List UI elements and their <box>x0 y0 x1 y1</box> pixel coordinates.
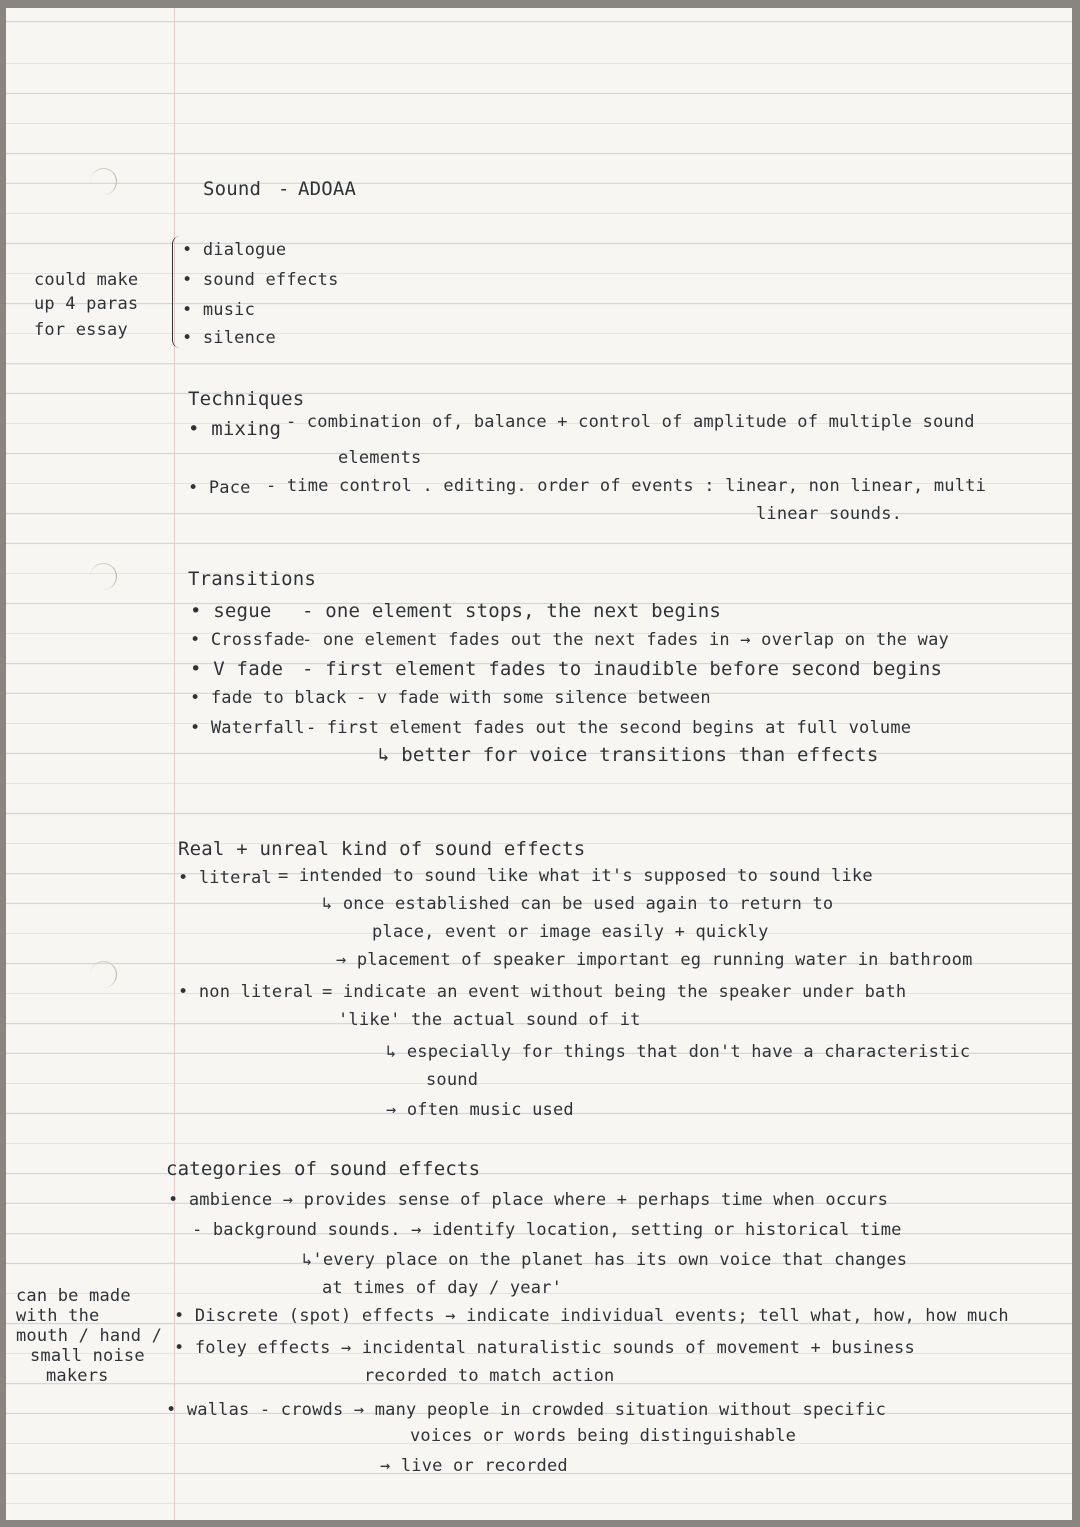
margin-note-line: up 4 paras <box>34 294 139 314</box>
nonliteral-note: → often music used <box>386 1100 574 1120</box>
transition-definition: - first element fades out the second begins at full volume <box>306 718 912 738</box>
transition-term: • Crossfade <box>190 630 305 650</box>
categories-heading: categories of sound effects <box>166 1158 481 1180</box>
transition-definition: - v fade with some silence between <box>356 688 711 708</box>
margin-note-line: makers <box>46 1366 109 1386</box>
pace-definition-cont: linear sounds. <box>756 504 903 524</box>
margin-note-line: can be made <box>16 1286 131 1306</box>
category-foley-cont: recorded to match action <box>364 1366 615 1386</box>
category-foley: • foley effects → incidental naturalistic sounds of movement + business <box>174 1338 915 1358</box>
pace-definition: - time control . editing. order of events : linear, non linear, multi <box>266 476 987 496</box>
literal-note: ↳ once established can be used again to return to <box>322 894 834 914</box>
margin-note-line: with the <box>16 1306 100 1326</box>
nonliteral-definition-cont: 'like' the actual sound of it <box>338 1010 641 1030</box>
category-discrete: • Discrete (spot) effects → indicate individual events; tell what, how, how much <box>174 1306 1009 1326</box>
punch-hole-mark <box>90 168 117 195</box>
transition-term: • fade to black <box>190 688 347 708</box>
notebook-page <box>6 8 1072 1520</box>
literal-note: place, event or image easily + quickly <box>372 922 769 942</box>
list-item: • sound effects <box>182 270 339 290</box>
category-wallas-cont: → live or recorded <box>380 1456 568 1476</box>
waterfall-note: ↳ better for voice transitions than effects <box>378 744 879 766</box>
category-quote-cont: at times of day / year' <box>322 1278 563 1298</box>
category-ambience: • ambience → provides sense of place where + perhaps time when occurs <box>168 1190 889 1210</box>
nonliteral-term: • non literal <box>178 982 314 1002</box>
transition-definition: - first element fades to inaudible before second begins <box>302 658 943 680</box>
transition-definition: - one element stops, the next begins <box>302 600 722 622</box>
nonliteral-note: sound <box>426 1070 479 1090</box>
list-item: • dialogue <box>182 240 287 260</box>
margin-note-line: small noise <box>30 1346 145 1366</box>
nonliteral-definition: = indicate an event without being the speaker under bath <box>322 982 907 1002</box>
title-acronym: ADOAA <box>298 178 357 200</box>
literal-note: → placement of speaker important eg running water in bathroom <box>336 950 973 970</box>
category-wallas: • wallas - crowds → many people in crowded situation without specific <box>166 1400 887 1420</box>
transitions-heading: Transitions <box>188 568 317 590</box>
real-unreal-heading: Real + unreal kind of sound effects <box>178 838 586 860</box>
transition-definition: - one element fades out the next fades in → overlap on the way <box>302 630 949 650</box>
margin-note-line: mouth / hand / <box>16 1326 163 1346</box>
title-dash: - <box>278 178 290 200</box>
list-item: • silence <box>182 328 276 348</box>
transition-term: • V fade <box>190 658 284 680</box>
list-item: • music <box>182 300 256 320</box>
punch-hole-mark <box>90 563 117 590</box>
category-background: - background sounds. → identify location, setting or historical time <box>192 1220 902 1240</box>
literal-term: • literal <box>178 868 272 888</box>
mixing-term: • mixing <box>188 418 282 440</box>
nonliteral-note: ↳ especially for things that don't have a characteristic <box>386 1042 971 1062</box>
margin-note-line: could make <box>34 270 139 290</box>
page-title: Sound <box>203 178 262 200</box>
transition-term: • Waterfall <box>190 718 305 738</box>
category-quote: ↳'every place on the planet has its own voice that changes <box>302 1250 908 1270</box>
pace-term: • Pace <box>188 478 251 498</box>
mixing-definition-cont: elements <box>338 448 422 468</box>
transition-term: • segue <box>190 600 272 622</box>
margin-line <box>174 8 175 1520</box>
mixing-definition: - combination of, balance + control of amplitude of multiple sound <box>286 412 975 432</box>
literal-definition: = intended to sound like what it's supposed to sound like <box>278 866 873 886</box>
punch-hole-mark <box>90 961 117 988</box>
margin-note-line: for essay <box>34 320 128 340</box>
techniques-heading: Techniques <box>188 388 305 410</box>
category-wallas-cont: voices or words being distinguishable <box>410 1426 797 1446</box>
